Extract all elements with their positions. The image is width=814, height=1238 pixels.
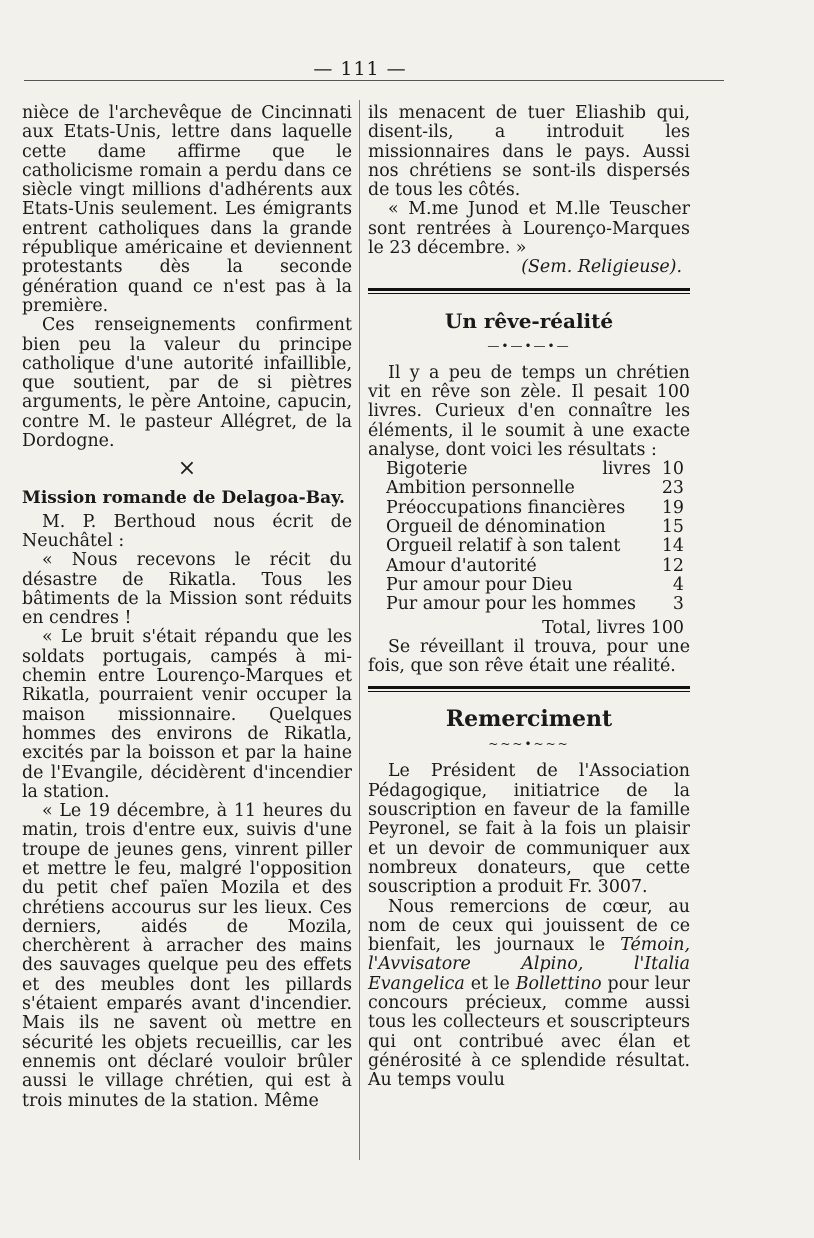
paragraph: ils menacent de tuer Eliashib qui, disent-ils, a introduit les missionnaires dans le pays. Aussi nos chrétiens se sont-ils dispersés de tous les côtés. [368,103,690,201]
results-row: Ambition personnelle 23 [386,478,684,499]
paragraph: Ces renseignements confirment bien peu la valeur du principe catholique d'une autorité infaillible, que soutient, par de si piètres arguments, le père Antoine, capucin, contre M. le pasteur Allégret, de la Dordogne. [22,315,352,452]
results-row: Préoccupations financières 19 [386,497,684,518]
paragraph: « Nous recevons le récit du désastre de Rikatla. Tous les bâtiments de la Mission sont réduits en cendres ! [22,550,352,629]
paragraph: « Le bruit s'était répandu que les soldats portugais, campés à mi-chemin entre Lourenço-Marques et Rikatla, pourraient venir occuper la maison missionnaire. Quelques hommes des environs de Rikatla, excités par la boisson et par la haine de l'Evangile, décidèrent d'incendier la station. [22,627,352,802]
paragraph: Nous remercions de cœur, au nom de ceux qui jouissent de ce bienfait, les journaux le Témoin, l'Avvisatore Alpino, l'Italia Evangelica et le Bollettino pour leur concours précieux, comme aussi tous les collecteurs et souscripteurs qui ont contribué avec élan et générosité à ce splendide résultat. Au temps voulu [368,896,690,1091]
section-title-delagoa-bay: Mission romande de Delagoa-Bay. [22,488,345,509]
results-row: Pur amour pour Dieu 4 [386,574,684,595]
paragraph: Le Président de l'Association Pédagogique, initiatrice de la souscription en faveur de la famille Peyronel, se fait à la fois un plaisir et un devoir de communiquer aux nombreux donateurs, que cette souscription a produit Fr. 3007. [368,761,690,898]
article-title-reve-realite: Un rêve-réalité [444,308,614,333]
section-rule [368,288,690,294]
results-row: Amour d'autorité 12 [386,555,684,576]
results-total: Total, livres 100 [542,617,684,638]
column-divider [359,100,360,1160]
paragraph: Se réveillant il trouva, pour une fois, que son rêve était une réalité. [368,636,690,677]
left-column [22,104,352,1111]
header-rule [24,80,724,81]
results-row: Orgueil de dénomination 15 [386,517,684,538]
results-row: Bigoterie livres 10 [386,459,684,480]
article-title-remerciment: Remerciment [445,706,613,733]
ornament: ~~~•~~~ [488,737,570,752]
ornament: —•—•—•— [487,338,571,353]
results-row: Orgueil relatif à son talent 14 [386,536,684,557]
results-row: Pur amour pour les hommes 3 [386,594,684,615]
separator-x: × [177,456,197,482]
section-rule [368,686,690,692]
paragraph: « Le 19 décembre, à 11 heures du matin, trois d'entre eux, suivis d'une troupe de jeunes gens, vinrent piller et mettre le feu, malgré l'opposition du petit chef païen Mozila et des chrétiens accourus sur les lieux. Ces derniers, aidés de Mozila, cherchèrent à arracher des mains des sauvages quelque peu des effets et des meubles dont les pillards s'étaient emparés avant d'incendier. Mais ils ne savent où mettre en sécurité les objets recueillis, car les ennemis ont déclaré vouloir brûler aussi le village chrétien, qui est à trois minutes de la station. Même [22,801,352,1111]
paragraph: Il y a peu de temps un chrétien vit en rêve son zèle. Il pesait 100 livres. Curieux d'en connaître les éléments, il le soumit à une exacte analyse, dont voici les résultats : [368,362,690,460]
paragraph: M. P. Berthoud nous écrit de Neuchâtel : [22,511,352,551]
source-reference: (Sem. Religieuse). [521,257,682,278]
paragraph: nièce de l'archevêque de Cincinnati aux Etats-Unis, lettre dans laquelle cette dame affirme que le catholicisme romain a perdu dans ce siècle vingt millions d'adhérents aux Etats-Unis seulement. Les émigrants entrent catholiques dans la grande république américaine et deviennent protestants dès la seconde génération quand ce n'est pas à la première. [22,103,352,316]
paragraph: « M.me Junod et M.lle Teuscher sont rentrées à Lourenço-Marques le 23 décembre. » [368,199,690,259]
results-list [386,460,684,614]
page-number: — 111 — [313,58,407,80]
right-column [368,104,690,1090]
